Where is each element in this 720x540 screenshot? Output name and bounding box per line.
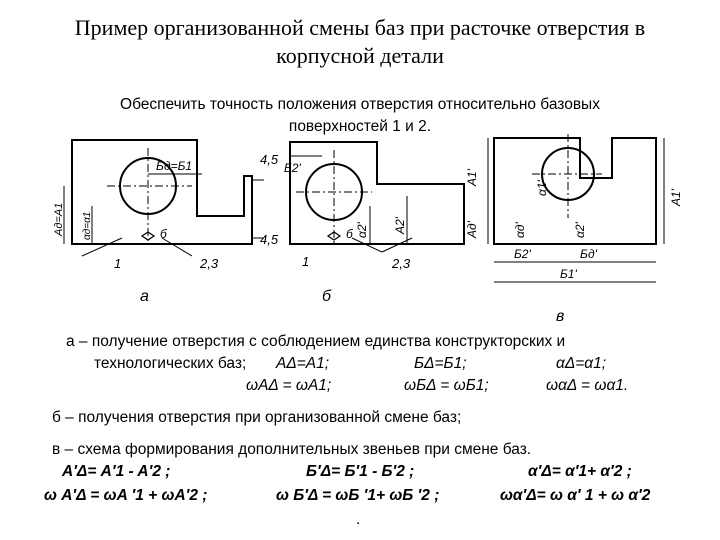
dim-b-alpha2: α2'	[355, 222, 369, 238]
title-line-2: корпусной детали	[276, 43, 444, 68]
dim-a-h1: 4,5	[260, 152, 279, 167]
figure-label-a: а	[140, 288, 149, 305]
eq-v-omega-alpha: ωα′Δ= ω α′ 1 + ω α′2	[500, 487, 651, 504]
eq-omega-a: ωAΔ = ωA1;	[246, 377, 332, 394]
caption-a-line-1: а – получение отверстия с соблюдением единства конструкторских и	[66, 333, 566, 350]
dim-a-base: б	[160, 227, 167, 241]
eq-omega-b: ωБΔ = ωБ1;	[404, 377, 489, 394]
drawing-b	[290, 142, 464, 252]
dim-a-n23: 2,3	[200, 256, 219, 271]
eq-v-a: A′Δ= A′1 - A′2 ;	[62, 463, 171, 480]
task-line-1: Обеспечить точность положения отверстия относительно базовых	[120, 96, 600, 113]
dim-v-alpha1: α1'	[535, 180, 549, 196]
caption-b: б – получения отверстия при организованной смене баз;	[52, 409, 462, 426]
eq-v-omega-b: ω Б′Δ = ωБ ′1+ ωБ ′2 ;	[276, 487, 440, 504]
figure-label-v: в	[556, 308, 565, 325]
dim-v-alphad: αд'	[513, 222, 527, 238]
caption-a-line-2: технологических баз;	[94, 355, 247, 372]
dim-b-n23: 2,3	[392, 256, 411, 271]
dim-v-alpha2: α2'	[573, 222, 587, 238]
dim-b-b2: Б2'	[284, 161, 301, 175]
caption-v: в – схема формирования дополнительных звеньев при смене баз.	[52, 441, 532, 458]
figure-label-b: б	[322, 288, 331, 305]
end-dot: .	[356, 511, 361, 528]
technical-drawing	[52, 126, 702, 326]
dim-v-bd: Бд'	[580, 247, 597, 261]
slide-title	[0, 14, 720, 70]
dim-a-n1: 1	[114, 256, 122, 271]
dim-v-b2: Б2'	[514, 247, 531, 261]
dim-a-b-delta: Бд=Б1	[156, 159, 193, 173]
dim-v-b1: Б1'	[560, 267, 577, 281]
dim-a-alpha: αд=α1	[82, 211, 93, 240]
eq-v-b: Б′Δ= Б′1 - Б′2 ;	[306, 463, 415, 480]
title-line-1: Пример организованной смены баз при расточке отверстия в	[74, 15, 646, 40]
dim-v-a1: A1'	[465, 169, 479, 186]
eq-a-delta: AΔ=A1;	[276, 355, 330, 372]
dim-b-n1: 1	[302, 254, 310, 269]
eq-omega-alpha: ωαΔ = ωα1.	[546, 377, 629, 394]
eq-v-omega-a: ω A′Δ = ωA ′1 + ωA′2 ;	[44, 487, 208, 504]
dim-b-a2: A2'	[393, 217, 407, 234]
dim-b-base: б	[346, 227, 353, 241]
task-line-2: поверхностей 1 и 2.	[288, 118, 432, 135]
eq-alpha-delta: αΔ=α1;	[556, 355, 607, 372]
dim-v-ad: Aд'	[465, 221, 479, 238]
dim-a-h2: 4,5	[260, 232, 279, 247]
dim-a-a-delta: Aд=A1	[53, 202, 65, 236]
dim-v-a1r: A1'	[669, 189, 683, 206]
eq-v-alpha: α′Δ= α′1+ α′2 ;	[528, 463, 632, 480]
eq-b-delta: БΔ=Б1;	[414, 355, 467, 372]
